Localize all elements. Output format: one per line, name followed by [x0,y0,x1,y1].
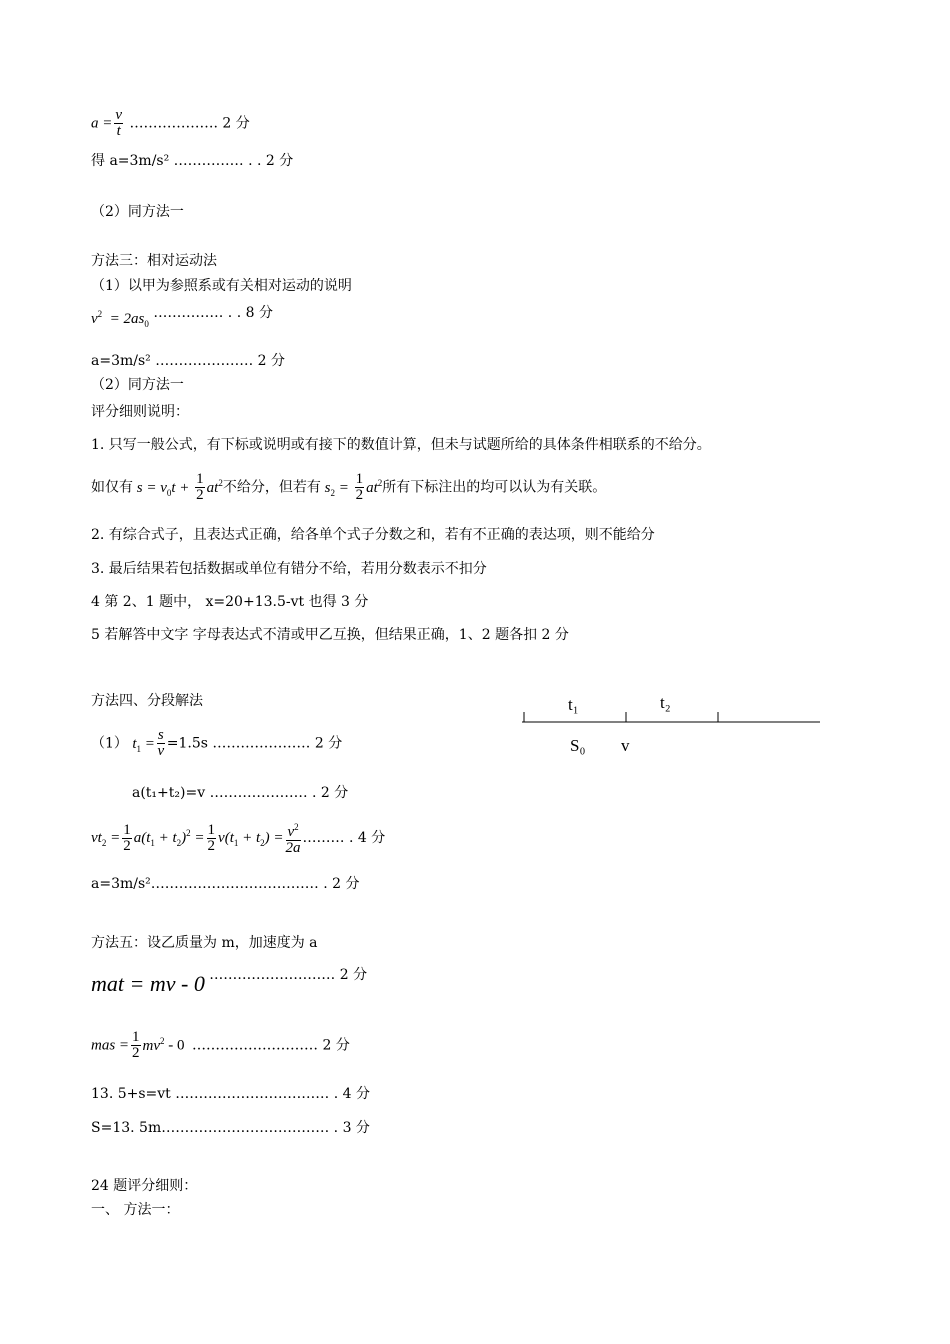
question-24-heading: 24 题评分细则： [91,1178,198,1194]
formula-t1-eq-s-over-v: $t_1$ = [132,735,155,754]
method-three-heading: 方法三：相对运动法 [91,253,217,269]
method-four-heading: 方法四、分段解法 [91,693,203,709]
formula-line-t1: （1） $t_1$ = $\frac{s}{v}$ =1.5s ………………… 2 分 [91,727,343,759]
motion-segment-diagram [522,690,822,770]
grading-rule-3: 3. 最后结果若包括数据或单位有错分不给，若用分数表示不扣分 [91,561,487,577]
formula-a-eq-v-over-t: a = [91,115,113,132]
score-text: ……… . 4 分 [302,830,386,846]
method-one-heading: 一、 方法一： [91,1202,180,1218]
grading-rule-2: 2. 有综合式子，且表达式正确，给各单个式子分数之和，若有不正确的表达项，则不能给分 [91,527,655,543]
method-note: （2）同方法一 [91,204,184,220]
grading-rule-4: 4 第 2、1 题中， x=20+13.5-vt 也得 3 分 [91,594,369,610]
grading-rule-1-formulas: 如仅有 $s = v_0t$ + $\frac{1}{2}$ $at^2$不给分，但若有 $s_2$ = $\frac{1}{2}$ $at^2$所有下标注出的均可以认为有关联。 [91,471,607,503]
grading-rule-5: 5 若解答中文字 字母表达式不清或甲乙互换，但结果正确，1、2 题各扣 2 分 [91,627,569,643]
formula-line-mat [91,967,368,1001]
score-text: ……………………… 2 分 [209,967,368,983]
grading-rule-1: 1. 只写一般公式，有下标或说明或有接下的数值计算，但未与试题所给的具体条件相联系的不给分。 [91,437,711,453]
formula-vt2: $vt_2$ = [91,830,121,848]
result-line: 得 a=3m/s² …………… . . 2 分 [91,153,294,169]
formula-line-vt2: $vt_2$ = $\frac{1}{2}$ $a(t_1 + t_2)^2$ = $\frac{1}{2}$ $v(t_1 + t_2)$ = $\frac{v^2}{2a}$ ……… . 4 分 [91,821,386,856]
score-text: ……………………… 2 分 [192,1037,350,1054]
formula-v2-eq-2as0: $v^2 = 2as_0$ [91,309,149,329]
score-text: ………………. 2 分 [129,115,250,132]
formula-line-a-t1-t2: a(t₁+t₂)=v ………………… . 2 分 [132,785,349,801]
formula-mas: mas = [91,1037,130,1054]
score-text: …………… . . 8 分 [153,305,273,321]
label-t1: t₁ [568,695,579,714]
formula-line-13-5: 13. 5+s=vt …………………………… . 4 分 [91,1086,370,1102]
score-text: =1.5s ………………… 2 分 [166,735,343,752]
label-s0: S₀ [570,736,586,755]
formula-mat-eq-mv: mat = mv - 0 [91,971,205,996]
method-five-heading: 方法五：设乙质量为 m，加速度为 a [91,935,318,951]
method-three-step-1: （1）以甲为参照系或有关相对运动的说明 [91,278,352,294]
method-note: （2）同方法一 [91,377,184,393]
formula-line-mas: mas = $\frac{1}{2}$ $mv^2 - 0$ ……………………… 2 分 [91,1029,350,1061]
segment-line-svg [522,690,822,770]
grading-rules-heading: 评分细则说明： [91,404,189,420]
formula-s-eq-v0t: $s = v_0t$ + [133,479,194,498]
formula-line-v2 [91,305,273,333]
formula-line-1: a = $\frac{v}{t}$ ………………. 2 分 [91,107,250,139]
label-v: v [621,736,630,755]
result-line: S=13. 5m……………………………… . 3 分 [91,1120,370,1136]
formula-s2: $s_2$ = [320,479,353,498]
label-t2: t₂ [660,693,671,712]
result-line: a=3m/s²……………………………… . 2 分 [91,876,360,892]
result-line: a=3m/s² ………………… 2 分 [91,353,286,369]
